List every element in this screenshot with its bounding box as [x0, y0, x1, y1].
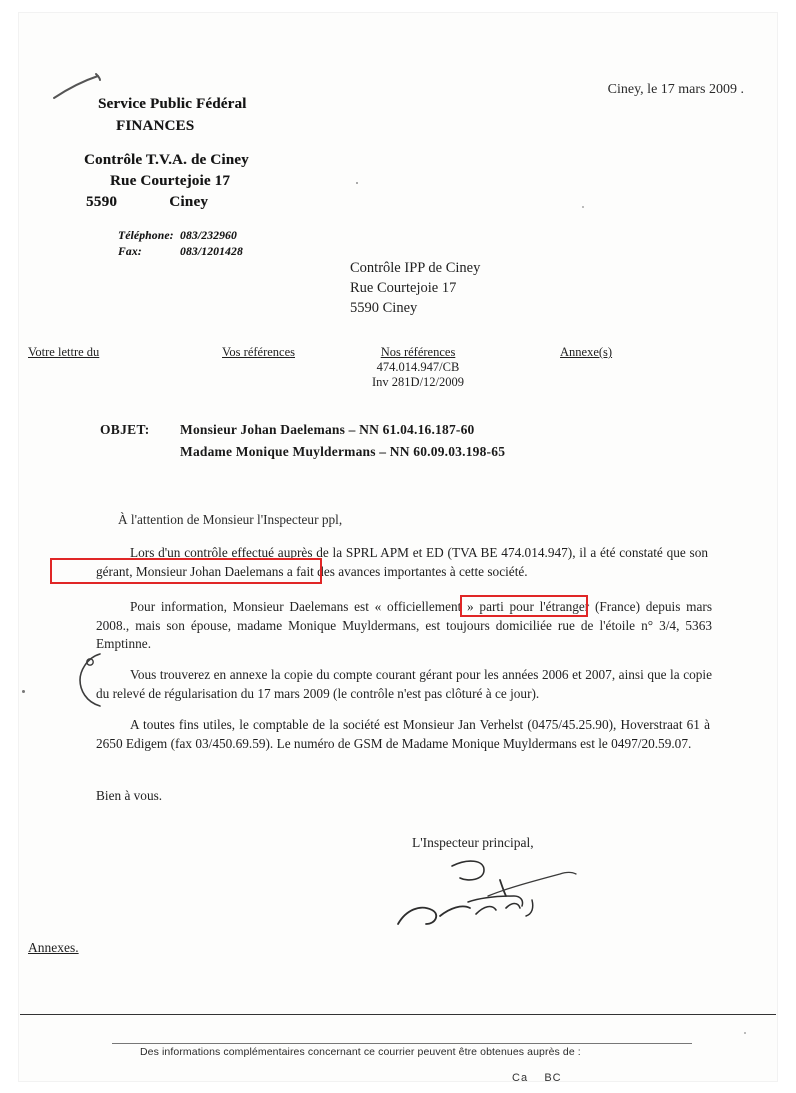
signature-label: L'Inspecteur principal,	[412, 835, 534, 850]
fax-label: Fax:	[118, 246, 142, 258]
office-phone	[118, 230, 237, 242]
fax-value: 083/1201428	[180, 246, 243, 258]
footer-thin-divider	[112, 1043, 692, 1044]
ref-annexes-label: Annexe(s)	[560, 345, 613, 359]
ref-annexes	[560, 345, 612, 360]
department-line-1: Service Public Fédéral	[98, 96, 247, 112]
office-name: Contrôle T.V.A. de Ciney	[84, 152, 249, 168]
ref-vos-references-label: Vos références	[222, 345, 295, 359]
phone-value: 083/232960	[180, 230, 237, 242]
ref-votre-lettre	[28, 345, 99, 360]
objet-label: OBJET:	[100, 422, 150, 437]
footer-divider	[20, 1014, 776, 1015]
annexes-footer-label: Annexes.	[28, 940, 79, 955]
office-city-line	[86, 194, 208, 211]
body-attention-line: À l'attention de Monsieur l'Inspecteur ppl,	[118, 512, 343, 527]
letter-date: Ciney, le 17 mars 2009 .	[607, 82, 744, 97]
body-paragraph-4: A toutes fins utiles, le comptable de la société est Monsieur Jan Verhelst (0475/45.25.90), Hoverstraat 61 à 2650 Edigem (fax 03/450.69.59). Le numéro de GSM de Madame Monique Muyldermans est le 0497/20.59.07.	[96, 717, 710, 751]
recipient-line-1: Contrôle IPP de Ciney	[350, 260, 481, 276]
footer-code-left: Ca	[512, 1072, 529, 1084]
recipient-line-3: 5590 Ciney	[350, 300, 418, 316]
ref-nos-references-label: Nos références	[380, 345, 456, 359]
ref-nos-references-value-1: 474.014.947/CB	[376, 360, 460, 374]
office-fax	[118, 246, 243, 258]
body-paragraph-3: Vous trouverez en annexe la copie du compte courant gérant pour les années 2006 et 2007, ainsi que la copie du relevé de régularisation du 17 mars 2009 (le contrôle n'est pas clôturé à ce jour).	[96, 667, 712, 701]
objet-line-1: Monsieur Johan Daelemans – NN 61.04.16.187-60	[180, 422, 475, 437]
ref-vos-references	[222, 345, 295, 360]
office-street: Rue Courtejoie 17	[110, 173, 231, 189]
ref-nos-references	[372, 345, 464, 390]
body-paragraph-2: Pour information, Monsieur Daelemans est « officiellement » parti pour l'étranger (France) depuis mars 2008., mais son épouse, madame Monique Muyldermans, est toujours domiciliée rue de l'étoile n° 3/4, 5363 Emptinne.	[96, 599, 712, 651]
footer-bottom-codes	[512, 1072, 578, 1084]
phone-label: Téléphone:	[118, 230, 174, 242]
body-closing: Bien à vous.	[96, 788, 163, 803]
office-city: Ciney	[169, 194, 209, 210]
recipient-address	[350, 258, 480, 318]
recipient-line-2: Rue Courtejoie 17	[350, 280, 457, 296]
body-paragraph-1: Lors d'un contrôle effectué auprès de la SPRL APM et ED (TVA BE 474.014.947), il a été constaté que son gérant, Monsieur Johan Daelemans a fait des avances importantes à cette société.	[96, 545, 708, 579]
footer-note: Des informations complémentaires concernant ce courrier peuvent être obtenues auprès de :	[140, 1046, 581, 1058]
ref-votre-lettre-label: Votre lettre du	[28, 345, 100, 359]
objet-line-2: Madame Monique Muyldermans – NN 60.09.03.198-65	[180, 444, 506, 459]
ref-nos-references-value-2: Inv 281D/12/2009	[372, 375, 465, 389]
department-line-2: FINANCES	[116, 118, 195, 134]
office-zip: 5590	[86, 194, 118, 210]
footer-code-right: BC	[544, 1072, 562, 1084]
